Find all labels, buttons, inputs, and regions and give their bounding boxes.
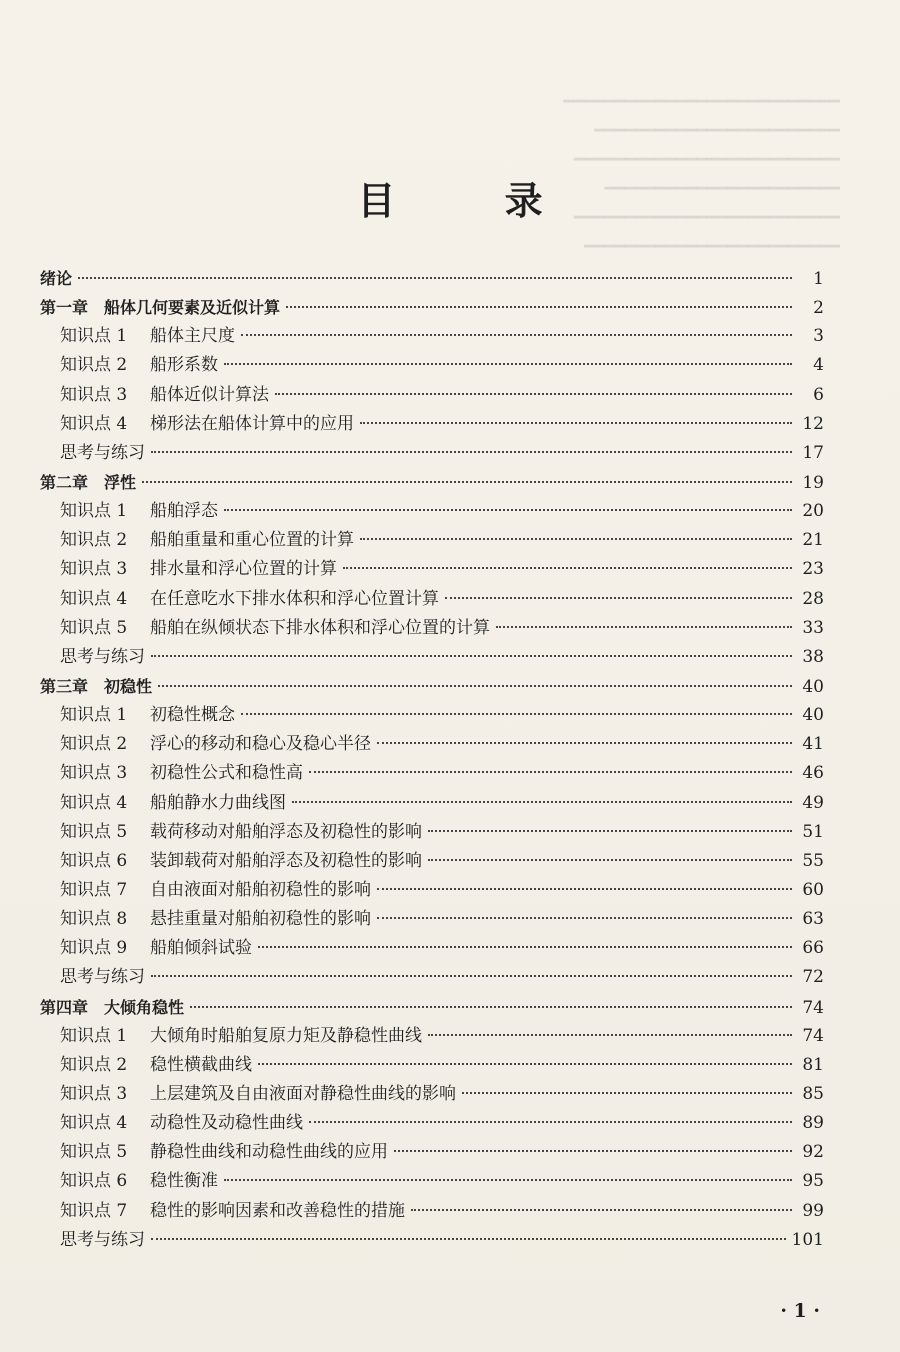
toc-chapter-entry[interactable] (40, 672, 824, 701)
toc-entry-page: 85 (802, 1083, 824, 1104)
toc-entry-page: 72 (802, 967, 824, 988)
toc-section-entry[interactable] (40, 789, 824, 818)
toc-dot-leader (258, 946, 792, 948)
toc-entry-page: 92 (802, 1142, 824, 1163)
toc-dot-leader (241, 334, 792, 336)
toc-entry-number: 知识点 6 (60, 850, 128, 871)
toc-entry-page: 81 (802, 1054, 824, 1075)
toc-entry-number: 第四章 (40, 997, 89, 1017)
toc-entry-label: 船体近似计算法 (150, 384, 269, 405)
toc-entry-page: 38 (802, 646, 824, 667)
toc-entry-page: 3 (813, 326, 824, 347)
toc-entry-label: 稳性横截曲线 (150, 1054, 252, 1075)
toc-entry-page: 49 (802, 792, 824, 813)
toc-entry-page: 99 (802, 1200, 824, 1221)
toc-section-entry[interactable] (40, 1109, 824, 1138)
toc-section-entry[interactable] (40, 410, 824, 439)
toc-entry-label: 浮性 (104, 472, 137, 492)
toc-entry-page: 17 (802, 442, 824, 463)
toc-section-entry[interactable] (40, 585, 824, 614)
toc-section-entry[interactable] (40, 381, 824, 410)
toc-entry-page: 6 (813, 384, 824, 405)
toc-entry-page: 12 (802, 413, 824, 434)
toc-entry-page: 46 (802, 763, 824, 784)
toc-entry-label: 船舶倾斜试验 (150, 938, 252, 959)
toc-entry-label: 浮心的移动和稳心及稳心半径 (150, 734, 371, 755)
toc-entry-label: 梯形法在船体计算中的应用 (150, 413, 354, 434)
toc-dot-leader (224, 509, 792, 511)
toc-entry-number: 知识点 2 (60, 355, 128, 376)
toc-section-entry[interactable] (40, 1167, 824, 1196)
toc-section-entry[interactable] (40, 1080, 824, 1109)
toc-section-entry[interactable] (40, 1022, 824, 1051)
toc-entry-label: 思考与练习 (60, 646, 145, 667)
toc-dot-leader (241, 713, 792, 715)
toc-entry-label: 悬挂重量对船舶初稳性的影响 (150, 909, 371, 930)
toc-entry-number: 知识点 9 (60, 938, 128, 959)
toc-dot-leader (151, 655, 792, 657)
toc-entry-number: 第三章 (40, 676, 89, 696)
toc-section-entry[interactable] (40, 497, 824, 526)
toc-entry-number: 第二章 (40, 472, 89, 492)
page-number: · 1 · (780, 1300, 820, 1322)
toc-entry-number: 第一章 (40, 298, 89, 318)
toc-entry-number: 知识点 1 (60, 705, 128, 726)
toc-entry-label: 装卸载荷对船舶浮态及初稳性的影响 (150, 850, 422, 871)
toc-entry-page: 60 (802, 879, 824, 900)
toc-entry-label: 思考与练习 (60, 1229, 145, 1250)
toc-chapter-entry[interactable] (40, 993, 824, 1022)
toc-entry-number: 知识点 3 (60, 384, 128, 405)
toc-entry-number: 知识点 4 (60, 792, 128, 813)
table-of-contents (40, 264, 824, 1255)
toc-entry-number: 知识点 5 (60, 617, 128, 638)
toc-entry-number: 知识点 8 (60, 909, 128, 930)
toc-dot-leader (428, 859, 792, 861)
toc-dot-leader (309, 1121, 792, 1123)
toc-section-entry[interactable] (40, 934, 824, 963)
toc-dot-leader (224, 363, 792, 365)
toc-dot-leader (286, 306, 792, 308)
toc-section-entry[interactable] (40, 701, 824, 730)
toc-dot-leader (292, 801, 792, 803)
toc-entry-number: 知识点 3 (60, 559, 128, 580)
toc-entry-number: 知识点 3 (60, 763, 128, 784)
toc-entry-page: 28 (802, 588, 824, 609)
toc-dot-leader (411, 1209, 792, 1211)
toc-entry-number: 知识点 2 (60, 530, 128, 551)
toc-chapter-entry[interactable] (40, 264, 824, 293)
toc-entry-label: 船舶重量和重心位置的计算 (150, 530, 354, 551)
toc-entry-label: 绪论 (40, 269, 73, 288)
toc-dot-leader (309, 771, 792, 773)
toc-dot-leader (275, 393, 792, 395)
toc-section-entry[interactable] (40, 526, 824, 555)
toc-entry-label: 动稳性及动稳性曲线 (150, 1113, 303, 1134)
toc-dot-leader (142, 481, 792, 483)
toc-dot-leader (151, 975, 792, 977)
toc-section-entry[interactable] (40, 643, 824, 672)
toc-chapter-entry[interactable] (40, 468, 824, 497)
toc-entry-label: 思考与练习 (60, 967, 145, 988)
toc-dot-leader (445, 597, 792, 599)
toc-section-entry[interactable] (40, 555, 824, 584)
toc-entry-page: 33 (802, 617, 824, 638)
toc-entry-page: 66 (802, 938, 824, 959)
toc-entry-page: 74 (802, 997, 824, 1018)
toc-entry-label: 船舶静水力曲线图 (150, 792, 286, 813)
toc-dot-leader (343, 567, 792, 569)
toc-entry-label: 自由液面对船舶初稳性的影响 (150, 879, 371, 900)
toc-section-entry[interactable] (40, 1197, 824, 1226)
toc-entry-page: 23 (802, 559, 824, 580)
toc-section-entry[interactable] (40, 1138, 824, 1167)
toc-entry-number: 知识点 4 (60, 1113, 128, 1134)
toc-entry-label: 思考与练习 (60, 442, 145, 463)
toc-entry-label: 初稳性 (104, 676, 153, 696)
toc-entry-label: 载荷移动对船舶浮态及初稳性的影响 (150, 821, 422, 842)
toc-entry-label: 船舶在纵倾状态下排水体积和浮心位置的计算 (150, 617, 490, 638)
toc-entry-label: 船体几何要素及近似计算 (104, 298, 281, 318)
toc-entry-page: 74 (802, 1025, 824, 1046)
toc-dot-leader (377, 917, 792, 919)
toc-entry-number: 知识点 4 (60, 413, 128, 434)
bleed-through-texture: ━━━━━━━━━━━━━━━━━━━━━━━━━━━ ━━━━━━━━━━━━━━━━━━━━━━━━ ━━━━━━━━━━━━━━━━━━━━━━━━━━ ━━━━━━━━━━━━━━━━━━━━━━━ ━━━━━━━━━━━━━━━━━━━━━━━━━━ ━━━━━━━━━━━━━━━━━━━━━━━━━ (563, 92, 840, 257)
toc-entry-label: 大倾角时船舶复原力矩及静稳性曲线 (150, 1025, 422, 1046)
toc-section-entry[interactable] (40, 322, 824, 351)
toc-dot-leader (428, 1034, 792, 1036)
toc-section-entry[interactable] (40, 1051, 824, 1080)
toc-chapter-entry[interactable] (40, 293, 824, 322)
toc-section-entry[interactable] (40, 847, 824, 876)
toc-entry-label: 大倾角稳性 (104, 997, 185, 1017)
toc-entry-page: 95 (802, 1171, 824, 1192)
toc-dot-leader (360, 538, 792, 540)
toc-entry-number: 知识点 2 (60, 734, 128, 755)
toc-entry-label: 初稳性公式和稳性高 (150, 763, 303, 784)
toc-entry-number: 知识点 5 (60, 1142, 128, 1163)
toc-entry-label: 船体主尺度 (150, 326, 235, 347)
toc-entry-label: 上层建筑及自由液面对静稳性曲线的影响 (150, 1083, 456, 1104)
toc-entry-label: 稳性的影响因素和改善稳性的措施 (150, 1200, 405, 1221)
toc-dot-leader (224, 1179, 792, 1181)
toc-entry-number: 知识点 1 (60, 326, 128, 347)
toc-dot-leader (428, 830, 792, 832)
toc-entry-label: 静稳性曲线和动稳性曲线的应用 (150, 1142, 388, 1163)
toc-section-entry[interactable] (40, 905, 824, 934)
toc-entry-number: 知识点 4 (60, 588, 128, 609)
toc-section-entry[interactable] (40, 730, 824, 759)
toc-entry-page: 40 (802, 676, 824, 697)
toc-entry-page: 4 (813, 355, 824, 376)
toc-entry-page: 21 (802, 530, 824, 551)
toc-entry-label: 船形系数 (150, 355, 218, 376)
toc-section-entry[interactable] (40, 759, 824, 788)
toc-entry-label: 船舶浮态 (150, 501, 218, 522)
toc-entry-label: 稳性衡准 (150, 1171, 218, 1192)
toc-entry-page: 89 (802, 1113, 824, 1134)
toc-entry-number: 知识点 7 (60, 879, 128, 900)
toc-dot-leader (190, 1006, 792, 1008)
toc-entry-page: 1 (813, 269, 824, 289)
toc-entry-page: 41 (802, 734, 824, 755)
toc-entry-number: 知识点 3 (60, 1083, 128, 1104)
toc-dot-leader (158, 685, 792, 687)
toc-dot-leader (377, 742, 792, 744)
toc-dot-leader (151, 1238, 786, 1240)
toc-entry-label: 在任意吃水下排水体积和浮心位置计算 (150, 588, 439, 609)
toc-section-entry[interactable] (40, 439, 824, 468)
toc-section-entry[interactable] (40, 876, 824, 905)
toc-entry-page: 51 (802, 821, 824, 842)
toc-entry-number: 知识点 1 (60, 1025, 128, 1046)
toc-dot-leader (377, 888, 792, 890)
toc-entry-page: 19 (802, 472, 824, 493)
toc-entry-number: 知识点 5 (60, 821, 128, 842)
toc-section-entry[interactable] (40, 963, 824, 992)
page-title: 目 录 (357, 178, 591, 223)
toc-entry-number: 知识点 2 (60, 1054, 128, 1075)
toc-entry-page: 63 (802, 909, 824, 930)
toc-section-entry[interactable] (40, 351, 824, 380)
toc-entry-number: 知识点 7 (60, 1200, 128, 1221)
toc-entry-label: 排水量和浮心位置的计算 (150, 559, 337, 580)
toc-section-entry[interactable] (40, 614, 824, 643)
toc-dot-leader (258, 1063, 792, 1065)
toc-entry-number: 知识点 6 (60, 1171, 128, 1192)
toc-entry-label: 初稳性概念 (150, 705, 235, 726)
toc-entry-page: 20 (802, 501, 824, 522)
toc-dot-leader (394, 1150, 792, 1152)
toc-dot-leader (496, 626, 792, 628)
toc-entry-page: 2 (813, 298, 824, 319)
toc-dot-leader (360, 422, 792, 424)
toc-dot-leader (78, 277, 792, 279)
toc-section-entry[interactable] (40, 818, 824, 847)
toc-section-entry[interactable] (40, 1226, 824, 1255)
toc-entry-number: 知识点 1 (60, 501, 128, 522)
toc-entry-page: 40 (802, 705, 824, 726)
toc-dot-leader (151, 451, 792, 453)
toc-entry-page: 101 (791, 1229, 824, 1250)
toc-entry-page: 55 (802, 850, 824, 871)
toc-dot-leader (462, 1092, 792, 1094)
